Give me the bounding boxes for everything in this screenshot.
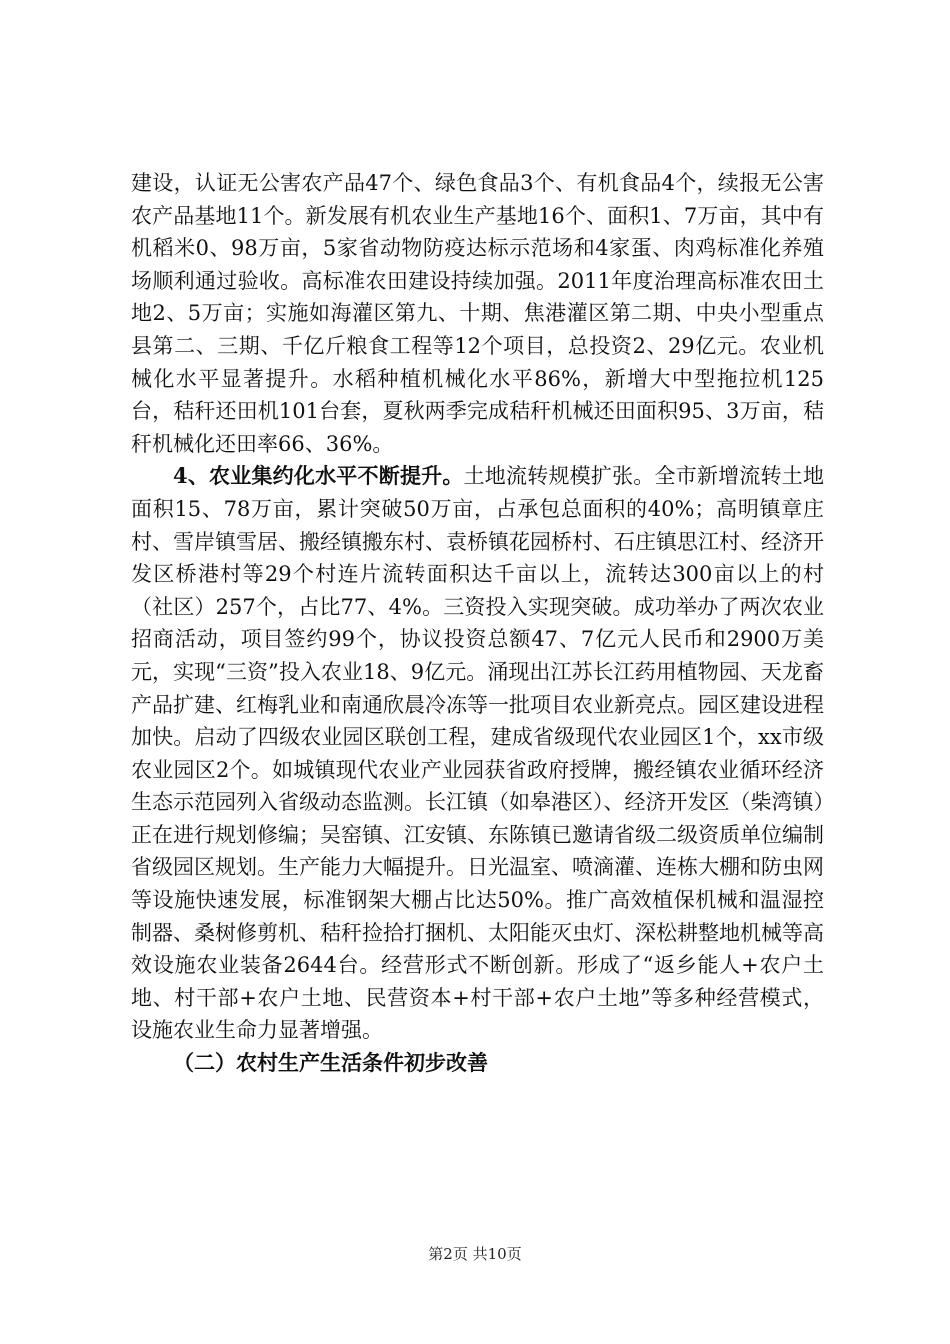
paragraph-2 (131, 460, 824, 1047)
document-body (131, 167, 824, 1080)
paragraph-2-body: 土地流转规模扩张。全市新增流转土地面积15、78万亩，累计突破50万亩，占承包总面积的40%；高明镇章庄村、雪岸镇雪居、搬经镇搬东村、袁桥镇花园桥村、石庄镇思江村、经济开发区桥港村等29个村连片流转面积达千亩以上，流转达300亩以上的村（社区）257个，占比77、4%。三资投入实现突破。成功举办了两次农业招商活动，项目签约99个，协议投资总额47、7亿元人民币和2900万美元，实现“三资”投入农业18、9亿元。涌现出江苏长江药用植物园、天龙畜产品扩建、红梅乳业和南通欣晨冷冻等一批项目农业新亮点。园区建设进程加快。启动了四级农业园区联创工程，建成省级现代农业园区1个，xx市级农业园区2个。如城镇现代农业产业园获省政府授牌，搬经镇农业循环经济生态示范园列入省级动态监测。长江镇（如皋港区）、经济开发区（柴湾镇）正在进行规划修编；吴窑镇、江安镇、东陈镇已邀请省级二级资质单位编制省级园区规划。生产能力大幅提升。日光温室、喷滴灌、连栋大棚和防虫网等设施快速发展，标准钢架大棚占比达50%。推广高效植保机械和温湿控制器、桑树修剪机、秸秆捡拾打捆机、太阳能灭虫灯、深松耕整地机械等高效设施农业装备2644台。经营形式不断创新。形成了“返乡能人+农户土地、村干部+农户土地、民营资本+村干部+农户土地”等多种经营模式，设施农业生命力显著增强。 (131, 464, 824, 1043)
page-footer: 第2页 共10页 (428, 1245, 522, 1263)
paragraph-1: 建设，认证无公害农产品47个、绿色食品3个、有机食品4个，续报无公害农产品基地11个。新发展有机农业生产基地16个、面积1、7万亩，其中有机稻米0、98万亩，5家省动物防疫达标示范场和4家蛋、肉鸡标准化养殖场顺利通过验收。高标准农田建设持续加强。2011年度治理高标准农田土地2、5万亩；实施如海灌区第九、十期、焦港灌区第二期、中央小型重点县第二、三期、千亿斤粮食工程等12个项目，总投资2、29亿元。农业机械化水平显著提升。水稻种植机械化水平86%，新增大中型拖拉机125台，秸秆还田机101台套，夏秋两季完成秸秆机械还田面积95、3万亩，秸秆机械化还田率66、36%。 (131, 171, 824, 456)
paragraph-2-lead: 4、农业集约化水平不断提升。 (173, 463, 464, 489)
section-heading: （二）农村生产生活条件初步改善 (173, 1050, 488, 1076)
